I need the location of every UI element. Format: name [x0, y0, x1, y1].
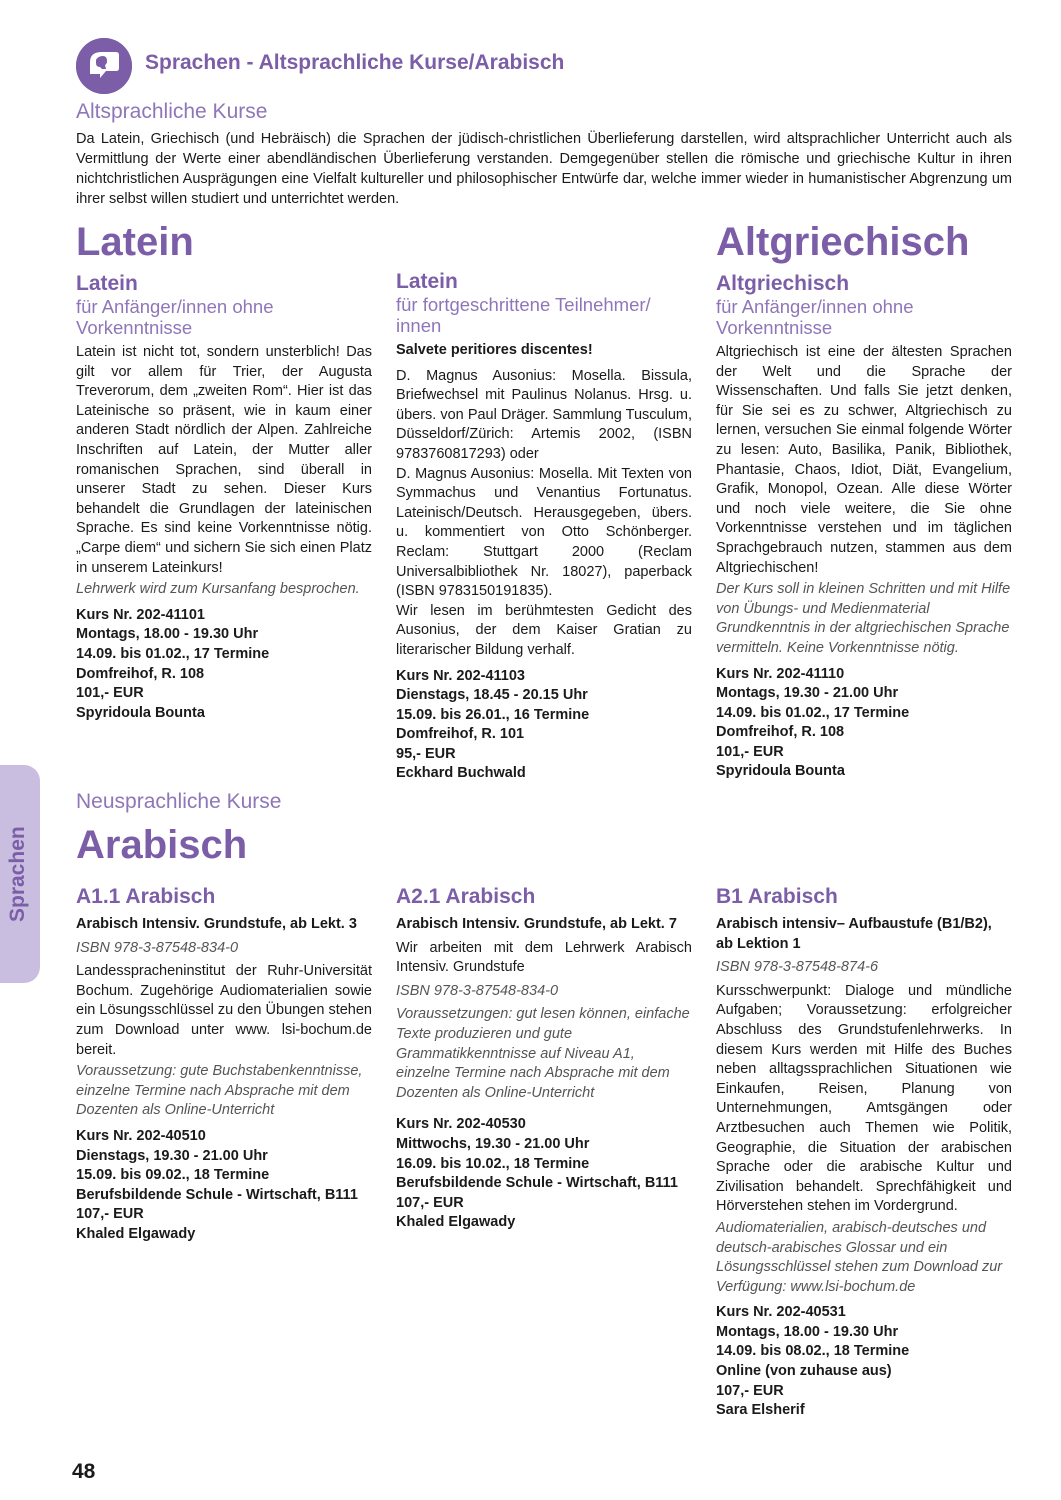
course-teacher: Eckhard Buchwald [396, 765, 526, 782]
course-isbn: ISBN 978-3-87548-834-0 [76, 939, 239, 956]
side-tab-label: Sprachen [6, 826, 29, 922]
course-description: Wir arbeiten mit dem Lehrwerk Arabisch Intensiv. Grundstufe [396, 939, 692, 976]
course-time: Dienstags, 19.30 - 21.00 Uhr [76, 1147, 268, 1164]
intro-text: Da Latein, Griechisch (und Hebräisch) die Sprachen der jüdisch-christlichen Überlieferung darstellen, wird altsprachlicher Unterricht auch als Vermittlung der Werte einer abendländischen Überlieferung verstanden. Demgegenüber stellen die römische und griechische Kultur in ihren nichtchristlichen Ausprägungen eine Vielfalt kultureller und philosophischer Entwürfe dar, welche immer wieder in humanistischer Abgrenzung um ihrer selbst willen studiert und unterrichtet werden. [76, 131, 1012, 207]
course-arabisch-a11 [76, 885, 372, 1245]
course-teacher: Sara Elsherif [716, 1402, 805, 1419]
course-description: Altgriechisch ist eine der ältesten Sprachen der Welt und die Sprache der Wissenschaften. Und falls Sie jetzt denken, für Sie sei es zu schwer, Altgriechisch zu lernen, versuchen Sie einmal folgende Wörter zu lesen: Auto, Basilika, Panik, Bibliothek, Phantasie, Chaos, Idiot, Diät, Evangelium, Grafik, Monopol, Ozean. Alle diese Wörter und noch viele weitere, die Sie ohne Vorkenntnisse verstehen und im täglichen Sprachgebrauch nutzen, stammen aus dem Altgriechischen! [716, 344, 1012, 576]
course-description: Latein ist nicht tot, sondern unsterblich! Das gilt vor allem für Trier, der Augusta Treverorum, dem „zweiten Rom“. Hier ist das Lateinische so präsent, wie in kaum einer anderen Stadt nördlich der Alpen. Zahlreiche Inschriften auf Latein, der Mutter aller romanischen Sprachen, sind überall in unserer Stadt zu sehen. Dieser Kurs behandelt die Grundlagen der lateinischen Sprache. Es sind keine Vorkenntnisse nötig. „Carpe diem“ und sichern Sie sich einen Platz in unserem Lateinkurs! [76, 344, 372, 576]
course-description: Kursschwerpunkt: Dialoge und mündliche Aufgaben; Voraussetzung: erfolgreicher Abschluss des Grundstufenlehrwerks. In diesem Kurs werden mit Hilfe des Buches neben alltagssprachlichen Situationen wie Einkaufen, Reisen, Planung von Unternehmungen, Amtsgängen oder Arztbesuchen auch Themen wie Politik, Geographie, die Situation der arabischen Sprache oder die arabische Kultur und Zivilisation behandelt. Sprechfähigkeit und Hörverstehen stehen im Vordergrund. [716, 982, 1012, 1215]
course-note: Voraussetzungen: gut lesen können, einfache Texte produzieren und gute Grammatikkenntnisse auf Niveau A1, einzelne Termine nach Absprache mit dem Dozenten als Online-Unterricht [396, 1006, 690, 1101]
arabisch-heading: Arabisch [76, 823, 248, 867]
neusprachlich-label: Neusprachliche Kurse [76, 790, 282, 813]
course-latein-advanced [396, 270, 692, 784]
course-room: Berufsbildende Schule - Wirtschaft, B111 [76, 1186, 358, 1203]
course-dates: 16.09. bis 10.02., 18 Termine [396, 1155, 590, 1172]
course-time: Montags, 18.00 - 19.30 Uhr [716, 1323, 899, 1340]
course-room: Berufsbildende Schule - Wirtschaft, B111 [396, 1175, 678, 1192]
course-description-3: Wir lesen im berühmtesten Gedicht des Ausonius, der dem Kaiser Gratian zu literarischer Bildung verhalf. [396, 602, 692, 658]
course-price: 107,- EUR [716, 1382, 784, 1399]
course-time: Dienstags, 18.45 - 20.15 Uhr [396, 687, 588, 704]
course-price: 107,- EUR [76, 1206, 144, 1223]
side-tab-sprachen [0, 765, 40, 983]
course-room: Domfreihof, R. 108 [716, 724, 845, 741]
intro-title: Altsprachliche Kurse [76, 100, 268, 123]
course-arabisch-b1 [716, 885, 1012, 1421]
altgriechisch-heading: Altgriechisch [716, 220, 970, 264]
course-teacher: Spyridoula Bounta [76, 704, 205, 721]
course-price: 107,- EUR [396, 1194, 464, 1211]
course-number: Kurs Nr. 202-40531 [716, 1304, 846, 1321]
course-number: Kurs Nr. 202-41110 [716, 665, 845, 682]
course-title: A2.1 Arabisch [396, 885, 536, 908]
course-book: Arabisch Intensiv. Grundstufe, ab Lekt. 7 [396, 916, 677, 932]
course-title: Latein [396, 270, 458, 293]
course-teacher: Spyridoula Bounta [716, 763, 845, 780]
course-title: A1.1 Arabisch [76, 885, 216, 908]
course-price: 95,- EUR [396, 745, 456, 762]
course-note: Audiomaterialien, arabisch-deutsches und deutsch-arabisches Glossar und ein Lösungsschlüssel stehen zum Download zur Verfügung: www.lsi-bochum.de [716, 1219, 1003, 1295]
speaking-head-icon [76, 38, 132, 94]
course-subtitle: für Anfänger/innen ohne Vorkenntnisse [716, 296, 914, 338]
course-teacher: Khaled Elgawady [396, 1214, 516, 1231]
course-number: Kurs Nr. 202-41101 [76, 606, 205, 623]
course-time: Montags, 18.00 - 19.30 Uhr [76, 626, 259, 643]
course-note: Lehrwerk wird zum Kursanfang besprochen. [76, 581, 360, 598]
course-isbn: ISBN 978-3-87548-874-6 [716, 959, 879, 976]
course-room: Online (von zuhause aus) [716, 1363, 892, 1380]
course-description-1: D. Magnus Ausonius: Mosella. Bissula, Briefwechsel mit Paulinus Nolanus. Hrsg. u. übers. von Paul Dräger. Sammlung Tusculum, Düsseldorf/Zürich: Artemis 2002, (ISBN 9783760817293) oder [396, 367, 692, 462]
course-book: Arabisch Intensiv. Grundstufe, ab Lekt. 3 [76, 916, 357, 932]
course-number: Kurs Nr. 202-41103 [396, 667, 525, 684]
course-number: Kurs Nr. 202-40530 [396, 1116, 526, 1133]
course-title: Altgriechisch [716, 272, 850, 295]
course-number: Kurs Nr. 202-40510 [76, 1127, 206, 1144]
course-description-2: D. Magnus Ausonius: Mosella. Mit Texten von Symmachus und Venantius Fortunatus. Lateinisch/Deutsch. Herausgegeben, übers. u. kommentiert von Otto Schönberger. Reclam: Stuttgart 2000 (Reclam Universalbibliothek Nr. 18027), paperback (ISBN 9783150191835). [396, 465, 692, 600]
course-time: Mittwochs, 19.30 - 21.00 Uhr [396, 1135, 590, 1152]
course-room: Domfreihof, R. 108 [76, 665, 205, 682]
course-altgriechisch [716, 272, 1012, 782]
course-subtitle: für Anfänger/innen ohne Vorkenntnisse [76, 296, 274, 338]
course-room: Domfreihof, R. 101 [396, 726, 525, 743]
course-note: Voraussetzung: gute Buchstabenkenntnisse, einzelne Termine nach Absprache mit dem Dozenten als Online-Unterricht [76, 1063, 363, 1119]
course-latein-beginner [76, 272, 372, 723]
course-dates: 15.09. bis 09.02., 18 Termine [76, 1167, 270, 1184]
course-dates: 14.09. bis 01.02., 17 Termine [716, 704, 910, 721]
course-title: B1 Arabisch [716, 885, 838, 908]
course-dates: 14.09. bis 01.02., 17 Termine [76, 645, 270, 662]
course-lead: Salvete peritiores discentes! [396, 342, 593, 358]
course-title: Latein [76, 272, 138, 295]
course-note: Der Kurs soll in kleinen Schritten und mit Hilfe von Übungs- und Medienmaterial Grundkenntnis in der altgriechischen Sprache vermitteln. Keine Vorkenntnisse nötig. [716, 581, 1011, 656]
course-dates: 14.09. bis 08.02., 18 Termine [716, 1343, 910, 1360]
course-book: Arabisch intensiv– Aufbaustufe (B1/B2), ab Lektion 1 [716, 916, 992, 952]
course-dates: 15.09. bis 26.01., 16 Termine [396, 706, 590, 723]
course-teacher: Khaled Elgawady [76, 1225, 196, 1242]
latein-heading: Latein [76, 220, 194, 264]
course-time: Montags, 19.30 - 21.00 Uhr [716, 685, 899, 702]
course-isbn: ISBN 978-3-87548-834-0 [396, 982, 559, 999]
course-subtitle: für fortgeschrittene Teilnehmer/ innen [396, 294, 651, 336]
course-arabisch-a21 [396, 885, 692, 1233]
course-description: Landesspracheninstitut der Ruhr-Universität Bochum. Zugehörige Audiomaterialien sowie ein Lösungsschlüssel zu den Übungen stehen zum Download unter www. lsi-bochum.de bereit. [76, 963, 372, 1058]
page-header-title: Sprachen - Altsprachliche Kurse/Arabisch [145, 51, 565, 74]
course-price: 101,- EUR [716, 743, 784, 760]
course-price: 101,- EUR [76, 685, 144, 702]
page-number: 48 [72, 1460, 96, 1483]
